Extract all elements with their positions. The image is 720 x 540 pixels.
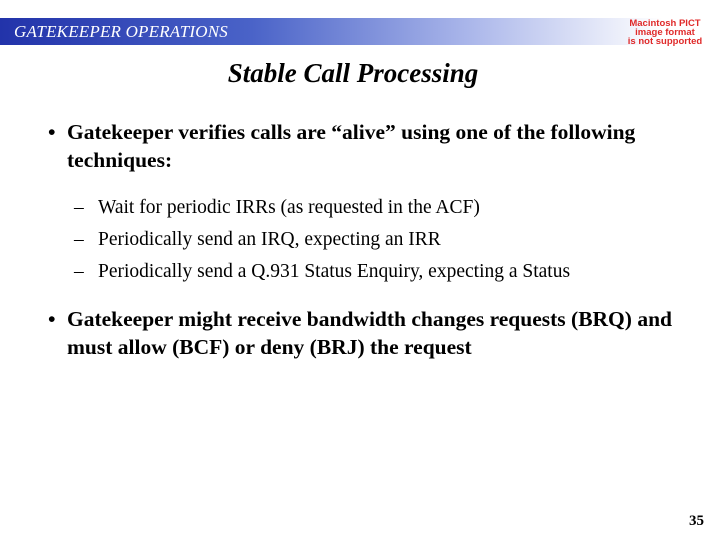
sub-bullet-text: Periodically send an IRQ, expecting an IRR: [98, 229, 441, 250]
sub-bullet-item: [74, 256, 714, 288]
bullet-item: [48, 118, 698, 174]
bullet-text: Gatekeeper verifies calls are “alive” using one of the following techniques:: [67, 120, 636, 172]
sub-bullet-list: [74, 192, 714, 288]
sub-bullet-text: Wait for periodic IRRs (as requested in the ACF): [98, 197, 480, 218]
sub-bullet-item: [74, 224, 714, 256]
bullet-item: [48, 305, 698, 361]
pict-notice-line: Macintosh PICT: [629, 18, 701, 29]
sub-bullet-marker: –: [74, 197, 84, 218]
page-number: 35: [689, 513, 704, 529]
slide-title: Stable Call Processing: [227, 58, 479, 88]
sub-bullet-marker: –: [74, 229, 84, 250]
pict-notice-line: image format: [635, 27, 695, 38]
sub-bullet-marker: –: [74, 261, 84, 282]
header-title: GATEKEEPER OPERATIONS: [14, 22, 228, 41]
sub-bullet-text: Periodically send a Q.931 Status Enquiry, expecting a Status: [98, 261, 571, 282]
bullet-marker: •: [48, 120, 56, 144]
pict-notice-line: is not supported: [627, 36, 703, 47]
bullet-text: Gatekeeper might receive bandwidth changes requests (BRQ) and must allow (BCF) or deny (BRJ) the request: [67, 307, 672, 359]
bullet-marker: •: [48, 307, 56, 331]
sub-bullet-item: [74, 192, 714, 224]
pict-placeholder-notice: [610, 19, 720, 46]
